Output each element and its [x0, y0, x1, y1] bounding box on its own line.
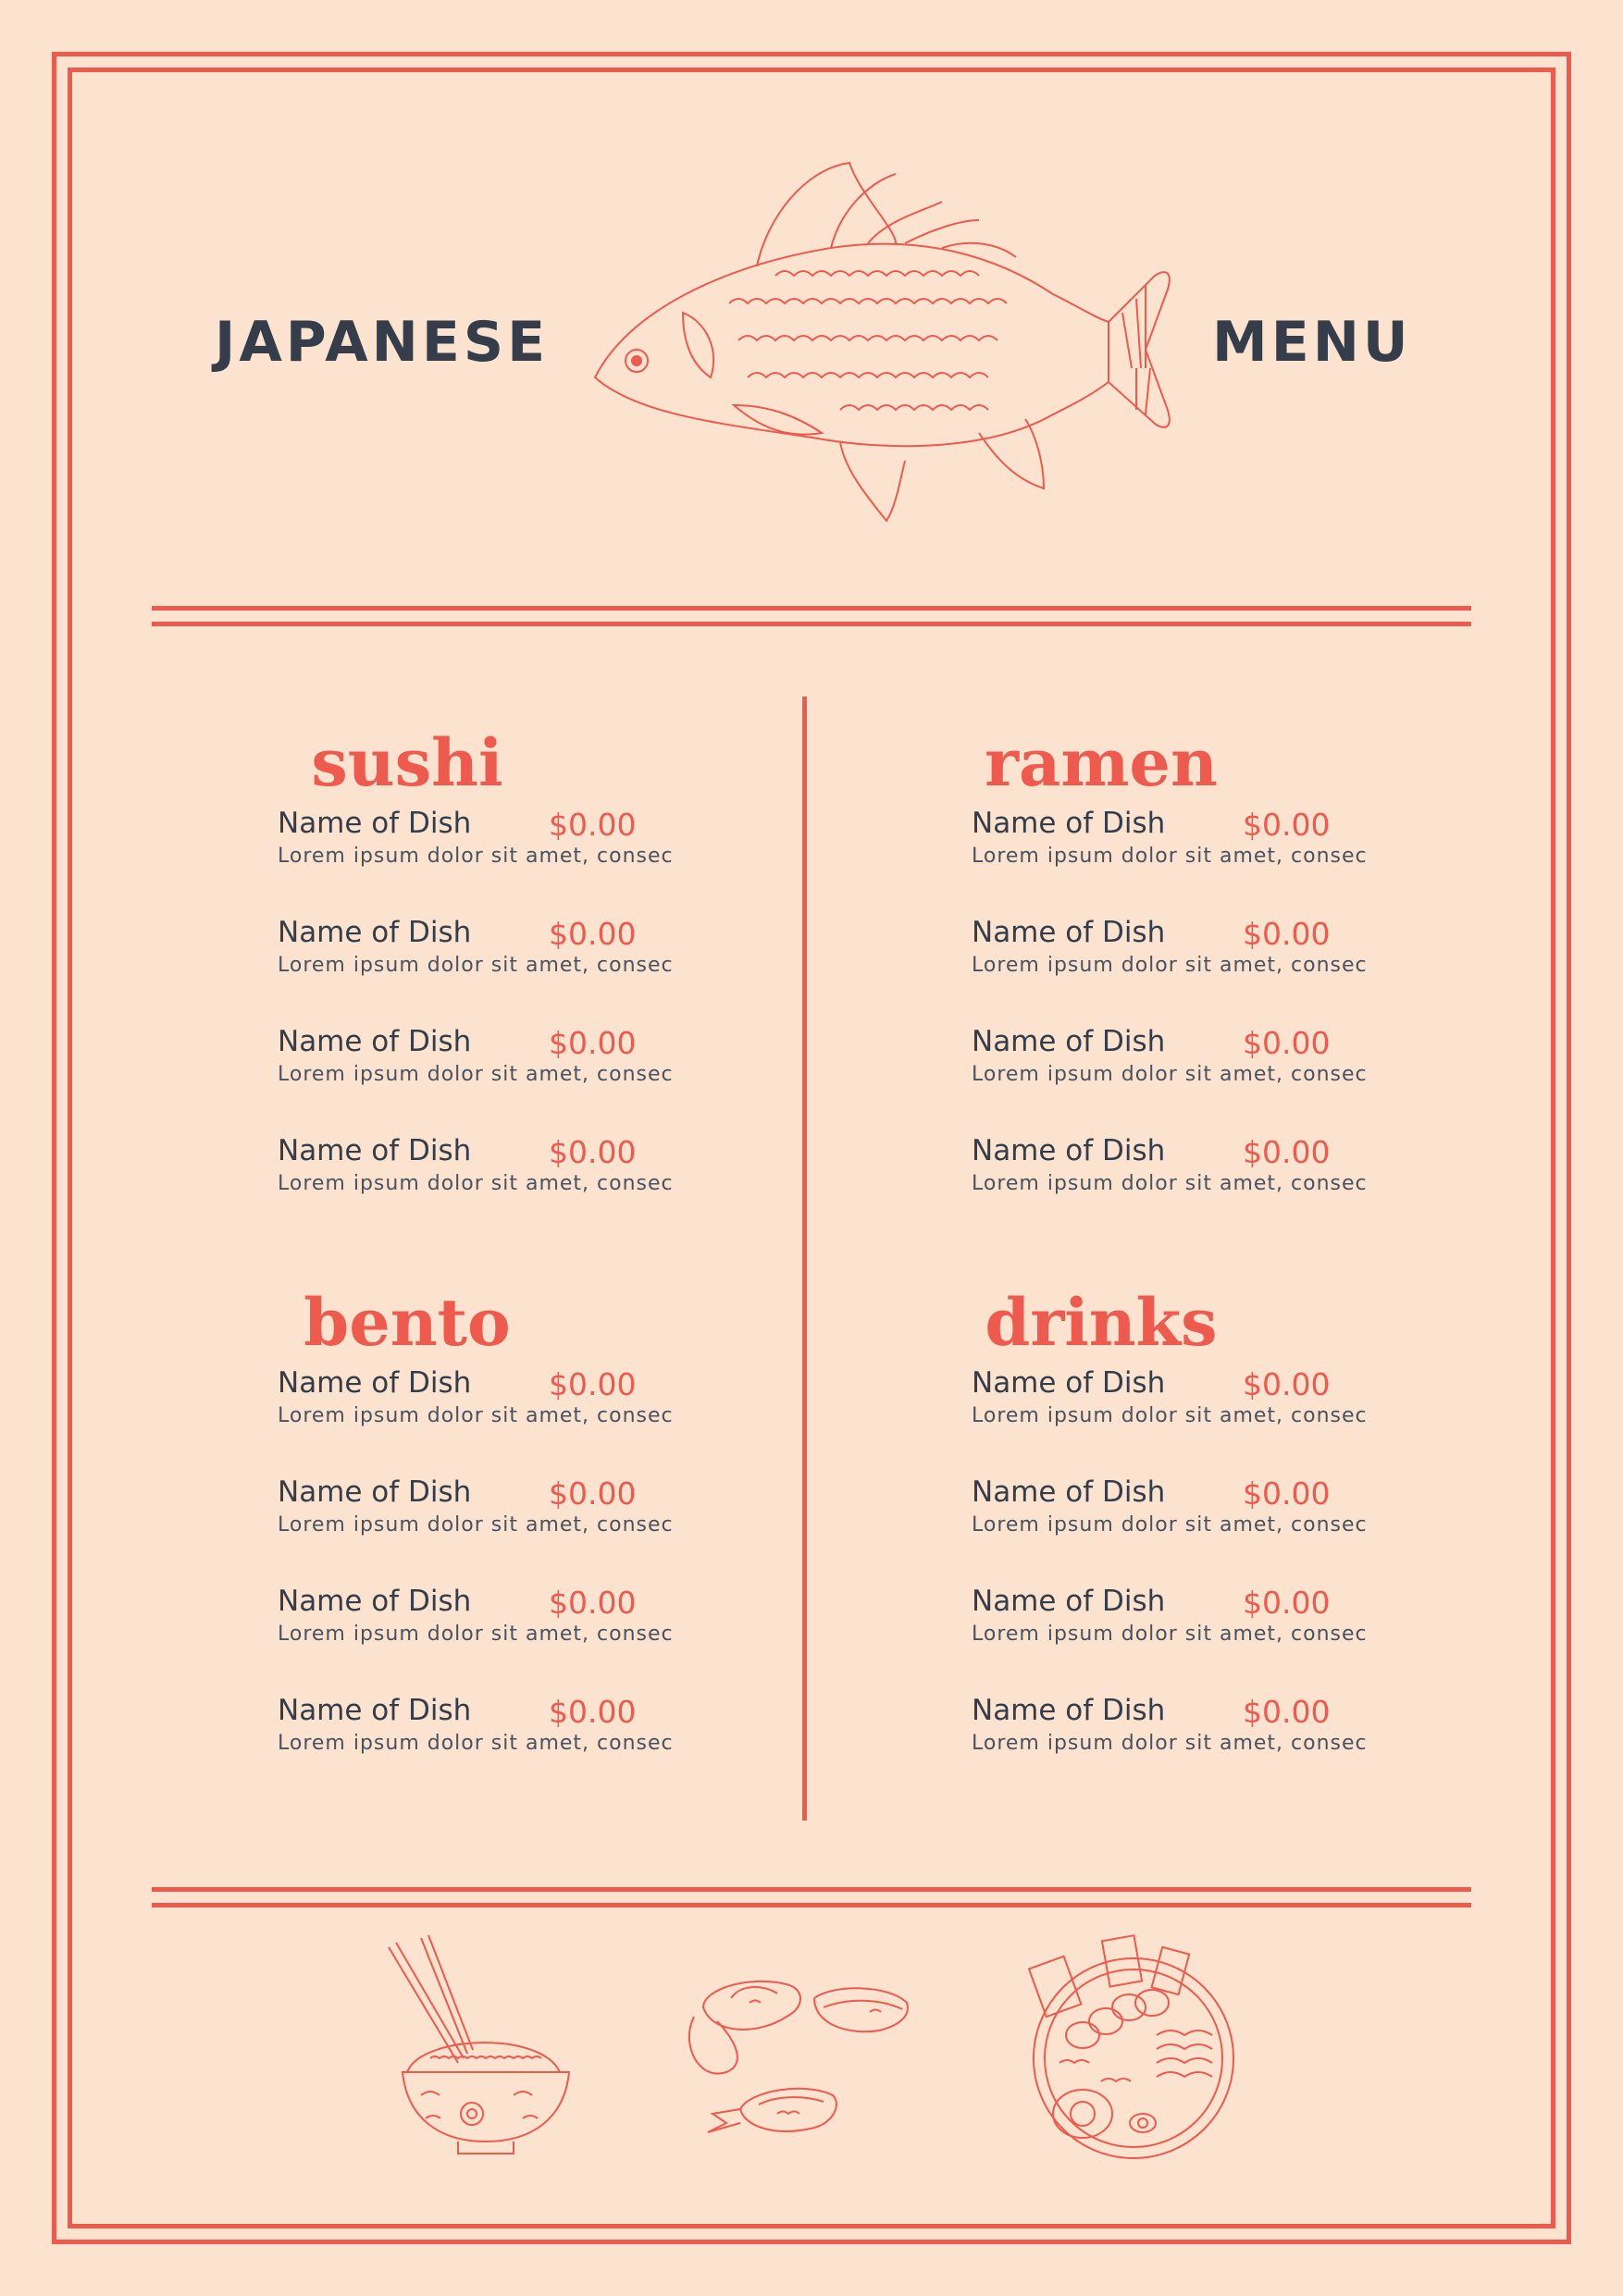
- section-title: sushi: [311, 724, 503, 801]
- dish-price: $0.00: [1243, 1025, 1331, 1061]
- dish-price: $0.00: [549, 1366, 637, 1402]
- center-divider-line: [802, 697, 807, 1821]
- dish-price: $0.00: [549, 807, 637, 843]
- menu-item: [278, 914, 740, 1023]
- title-left-word: JAPANESE: [215, 310, 550, 375]
- dish-name: Name of Dish: [278, 1694, 472, 1727]
- dish-name: Name of Dish: [972, 1366, 1166, 1400]
- dish-name: Name of Dish: [972, 1694, 1166, 1727]
- dish-price: $0.00: [1243, 1366, 1331, 1402]
- top-divider-line-1: [152, 606, 1471, 611]
- menu-item: [278, 805, 740, 914]
- dish-price: $0.00: [1243, 1585, 1331, 1621]
- menu-item: [972, 1023, 1434, 1132]
- dish-description: Lorem ipsum dolor sit amet, consec: [278, 954, 674, 977]
- dish-price: $0.00: [549, 1585, 637, 1621]
- dish-price: $0.00: [1243, 916, 1331, 952]
- dish-description: Lorem ipsum dolor sit amet, consec: [972, 1063, 1368, 1086]
- dish-description: Lorem ipsum dolor sit amet, consec: [972, 1513, 1368, 1537]
- dish-name: Name of Dish: [278, 1366, 472, 1400]
- title-right-word: MENU: [1212, 310, 1412, 375]
- fish-illustration-icon: [590, 155, 1175, 525]
- menu-item: [972, 1692, 1434, 1801]
- top-divider-line-2: [152, 622, 1471, 626]
- menu-item: [972, 805, 1434, 914]
- menu-item: [972, 1474, 1434, 1583]
- dish-name: Name of Dish: [278, 916, 472, 949]
- menu-item: [972, 1132, 1434, 1241]
- menu-item: [972, 1364, 1434, 1474]
- dish-description: Lorem ipsum dolor sit amet, consec: [278, 1404, 674, 1427]
- dish-price: $0.00: [1243, 807, 1331, 843]
- menu-item: [278, 1474, 740, 1583]
- dish-description: Lorem ipsum dolor sit amet, consec: [278, 1513, 674, 1537]
- dish-name: Name of Dish: [972, 1025, 1166, 1058]
- dish-price: $0.00: [549, 1475, 637, 1512]
- bottom-divider-line-1: [152, 1887, 1471, 1892]
- dish-description: Lorem ipsum dolor sit amet, consec: [972, 1623, 1368, 1646]
- section-title: drinks: [985, 1284, 1218, 1361]
- dish-name: Name of Dish: [278, 1025, 472, 1058]
- dish-name: Name of Dish: [972, 1134, 1166, 1167]
- menu-item: [278, 1364, 740, 1474]
- dish-price: $0.00: [1243, 1694, 1331, 1730]
- sushi-icon: [675, 1933, 935, 2165]
- menu-item: [278, 1132, 740, 1241]
- menu-section-bento: [278, 1281, 740, 1801]
- dish-name: Name of Dish: [972, 1475, 1166, 1509]
- menu-section-drinks: [972, 1281, 1434, 1801]
- bottom-divider-line-2: [152, 1903, 1471, 1907]
- dish-description: Lorem ipsum dolor sit amet, consec: [972, 954, 1368, 977]
- dish-description: Lorem ipsum dolor sit amet, consec: [278, 1732, 674, 1755]
- section-title: ramen: [985, 724, 1218, 801]
- dish-description: Lorem ipsum dolor sit amet, consec: [278, 1172, 674, 1195]
- dish-price: $0.00: [1243, 1475, 1331, 1512]
- dish-description: Lorem ipsum dolor sit amet, consec: [972, 845, 1368, 868]
- menu-item: [278, 1583, 740, 1692]
- ramen-bowl-icon: [1018, 1933, 1249, 2165]
- dish-price: $0.00: [1243, 1134, 1331, 1170]
- dish-price: $0.00: [549, 1025, 637, 1061]
- section-title: bento: [304, 1284, 511, 1361]
- dish-name: Name of Dish: [278, 1134, 472, 1167]
- dish-description: Lorem ipsum dolor sit amet, consec: [972, 1404, 1368, 1427]
- dish-description: Lorem ipsum dolor sit amet, consec: [972, 1172, 1368, 1195]
- menu-section-ramen: [972, 722, 1434, 1241]
- dish-description: Lorem ipsum dolor sit amet, consec: [972, 1732, 1368, 1755]
- dish-description: Lorem ipsum dolor sit amet, consec: [278, 1623, 674, 1646]
- dish-price: $0.00: [549, 916, 637, 952]
- menu-item: [972, 914, 1434, 1023]
- menu-section-sushi: [278, 722, 740, 1241]
- dish-name: Name of Dish: [278, 1585, 472, 1618]
- dish-name: Name of Dish: [972, 1585, 1166, 1618]
- dish-description: Lorem ipsum dolor sit amet, consec: [278, 1063, 674, 1086]
- menu-item: [972, 1583, 1434, 1692]
- dish-name: Name of Dish: [972, 916, 1166, 949]
- dish-price: $0.00: [549, 1694, 637, 1730]
- dish-name: Name of Dish: [972, 807, 1166, 840]
- dish-description: Lorem ipsum dolor sit amet, consec: [278, 845, 674, 868]
- dish-price: $0.00: [549, 1134, 637, 1170]
- dish-name: Name of Dish: [278, 1475, 472, 1509]
- rice-bowl-icon: [384, 1933, 588, 2165]
- menu-item: [278, 1692, 740, 1801]
- dish-name: Name of Dish: [278, 807, 472, 840]
- menu-item: [278, 1023, 740, 1132]
